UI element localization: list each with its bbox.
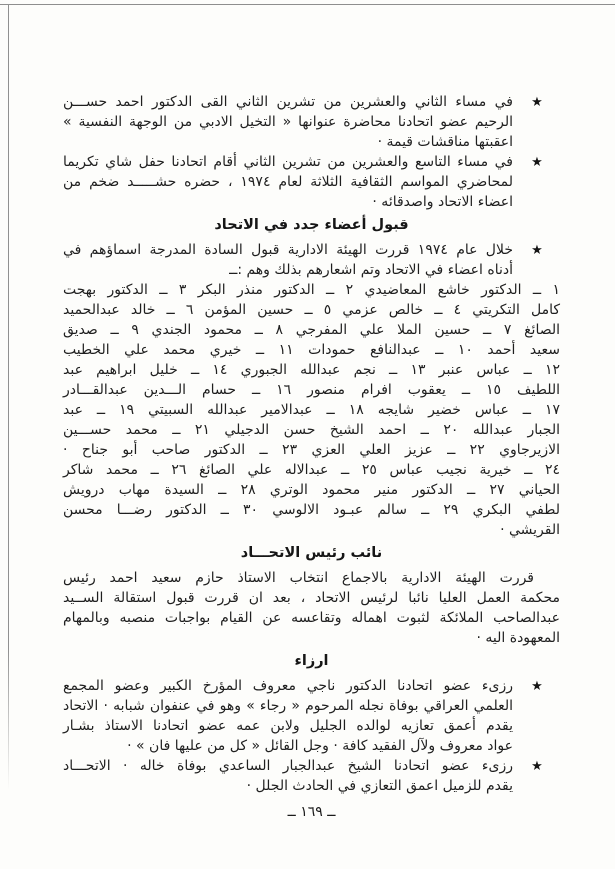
text-line: كامل التكريتي ٤ ــ خالص عزمي ٥ ــ حسين المؤمن ٦ ــ خالد عبدالحميد [63,302,561,318]
text-line: الجبار عبدالله ٢٠ ــ احمد الشيخ حسن الدجيلي ٢١ ــ محمد حســـين [63,422,560,438]
text-line: عبدالصاحب الملائكة لثبوت اهماله وتقاعسه عن القيام بواجبات منصبه وبالمهام [63,610,560,626]
star-bullet-icon: ★ [531,759,543,774]
text-line: أدناه اعضاء في الاتحاد وتم اشعارهم بذلك وهم :ــ [229,262,513,278]
text-line: الصائغ ٧ ــ حسين الملا علي المفرجي ٨ ــ محمود الجندي ٩ ــ صديق [63,322,561,338]
text-line: ١٧ ــ عباس خضير شايجه ١٨ ــ عبدالامير عبدالله السبيتي ١٩ ــ عبد [63,402,561,418]
text-line: المعهودة اليه · [476,630,560,646]
section-heading-vice-president: نائب رئيس الاتحـــاد [240,545,383,561]
members-list-paragraph [63,280,560,540]
text-line: يقدم أعمق تعازيه لوالده الجليل ولابن عمه عضو اتحادنا الاستاذ بشـار [63,718,513,734]
star-bullet-icon: ★ [531,155,543,170]
text-line: اللطيف ١٥ ــ يعقوب افرام منصور ١٦ ــ حسام الـــدين عبدالقـــادر [63,382,560,398]
text-line: محكمة العمل العليا نائبا لرئيس الاتحاد ، بعد ان قررت قبول استقالة الســيد [63,590,560,606]
text-line: سعيد أحمد ١٠ ــ عبدالنافع حمودات ١١ ــ خيري محمد علي الخطيب [63,342,560,358]
event-bullet-2 [63,152,560,212]
text-line: العلمي العراقي بوفاة نجله المرحوم « رجاء » وهو في عنفوان شبابه · الاتحاد [63,698,513,714]
text-line: ٢٤ ــ خيرية نجيب عباس ٢٥ ــ عبدالاله علي الصائغ ٢٦ ــ محمد شاكر [63,462,560,478]
text-line: قررت الهيئة الادارية بالاجماع انتخاب الاستاذ حازم سعيد احمد رئيس [63,570,534,586]
text-line: رزىء عضو اتحادنا الشيخ عبدالجبار الساعدي بوفاة خاله · الاتحـــاد [63,758,513,774]
page-number: ــ ١٦٩ ــ [287,804,336,820]
text-line: في مساء الثاني والعشرين من تشرين الثاني القى الدكتور احمد حســـن [63,94,513,110]
star-bullet-icon: ★ [531,679,543,694]
text-line: خلال عام ١٩٧٤ قررت الهيئة الادارية قبول السادة المدرجة اسماؤهم في [63,242,513,258]
text-line: عواد معروف ولآل الفقيد كافة · وجل القائل « كل من عليها فان » · [127,738,513,754]
text-line: لمحاضري المواسم الثقافية الثلاثة لعام ١٩٧٤ ، حضره حشـــــد ضخم من [63,174,513,190]
text-line: اعضاء الاتحاد واصدقائه · [372,194,513,210]
text-line: ١٢ ــ عباس عنبر ١٣ ــ نجم عبدالله الجبوري ١٤ ــ خليل ابراهيم عبد [63,362,561,378]
section-heading-new-members: قبول أعضاء جدد في الاتحاد [214,217,409,233]
star-bullet-icon: ★ [531,95,543,110]
text-line: الرحيم عضو اتحادنا محاضرة عنوانها « التخيل الادبي من الوجهة النفسية » [63,114,513,130]
text-line: الازيرجاوي ٢٢ ــ عزيز العلي العزي ٢٣ ــ الدكتور صاحب أبو جناح · [63,442,560,458]
new-members-intro-bullet [63,240,560,280]
text-line: القريشي · [500,522,560,538]
text-line: رزىء عضو اتحادنا الدكتور ناجي معروف المؤرخ الكبير وعضو المجمع [63,678,513,694]
text-line: اعقبتها مناقشات قيمة · [377,134,513,150]
event-bullet-1 [63,92,560,152]
vice-president-paragraph [63,568,560,648]
star-bullet-icon: ★ [531,243,543,258]
text-line: في مساء التاسع والعشرين من تشرين الثاني أقام اتحادنا حفل شاي تكريما [63,154,513,170]
obituary-bullet-2 [63,756,560,796]
text-line: لطفي البكري ٢٩ ــ سالم عبـود الالوسي ٣٠ ــ الدكتور رضـــا محسن [63,502,561,518]
text-line: يقدم للزميل اعمق التعازي في الحادث الجلل · [246,778,513,794]
section-heading-obituaries: ارزاء [294,653,329,669]
text-line: الحياني ٢٧ ــ الدكتور منير محمود الوتري ٢٨ ــ السيدة مهاب درويش [63,482,560,498]
page-content [63,92,560,822]
page-edge-top-line [0,4,615,5]
obituary-bullet-1 [63,676,560,756]
text-line: ١ ــ الدكتور خاشع المعاضيدي ٢ ــ الدكتور منذر البكر ٣ ــ الدكتور بهجت [63,282,560,298]
page-edge-left-line [8,4,9,790]
